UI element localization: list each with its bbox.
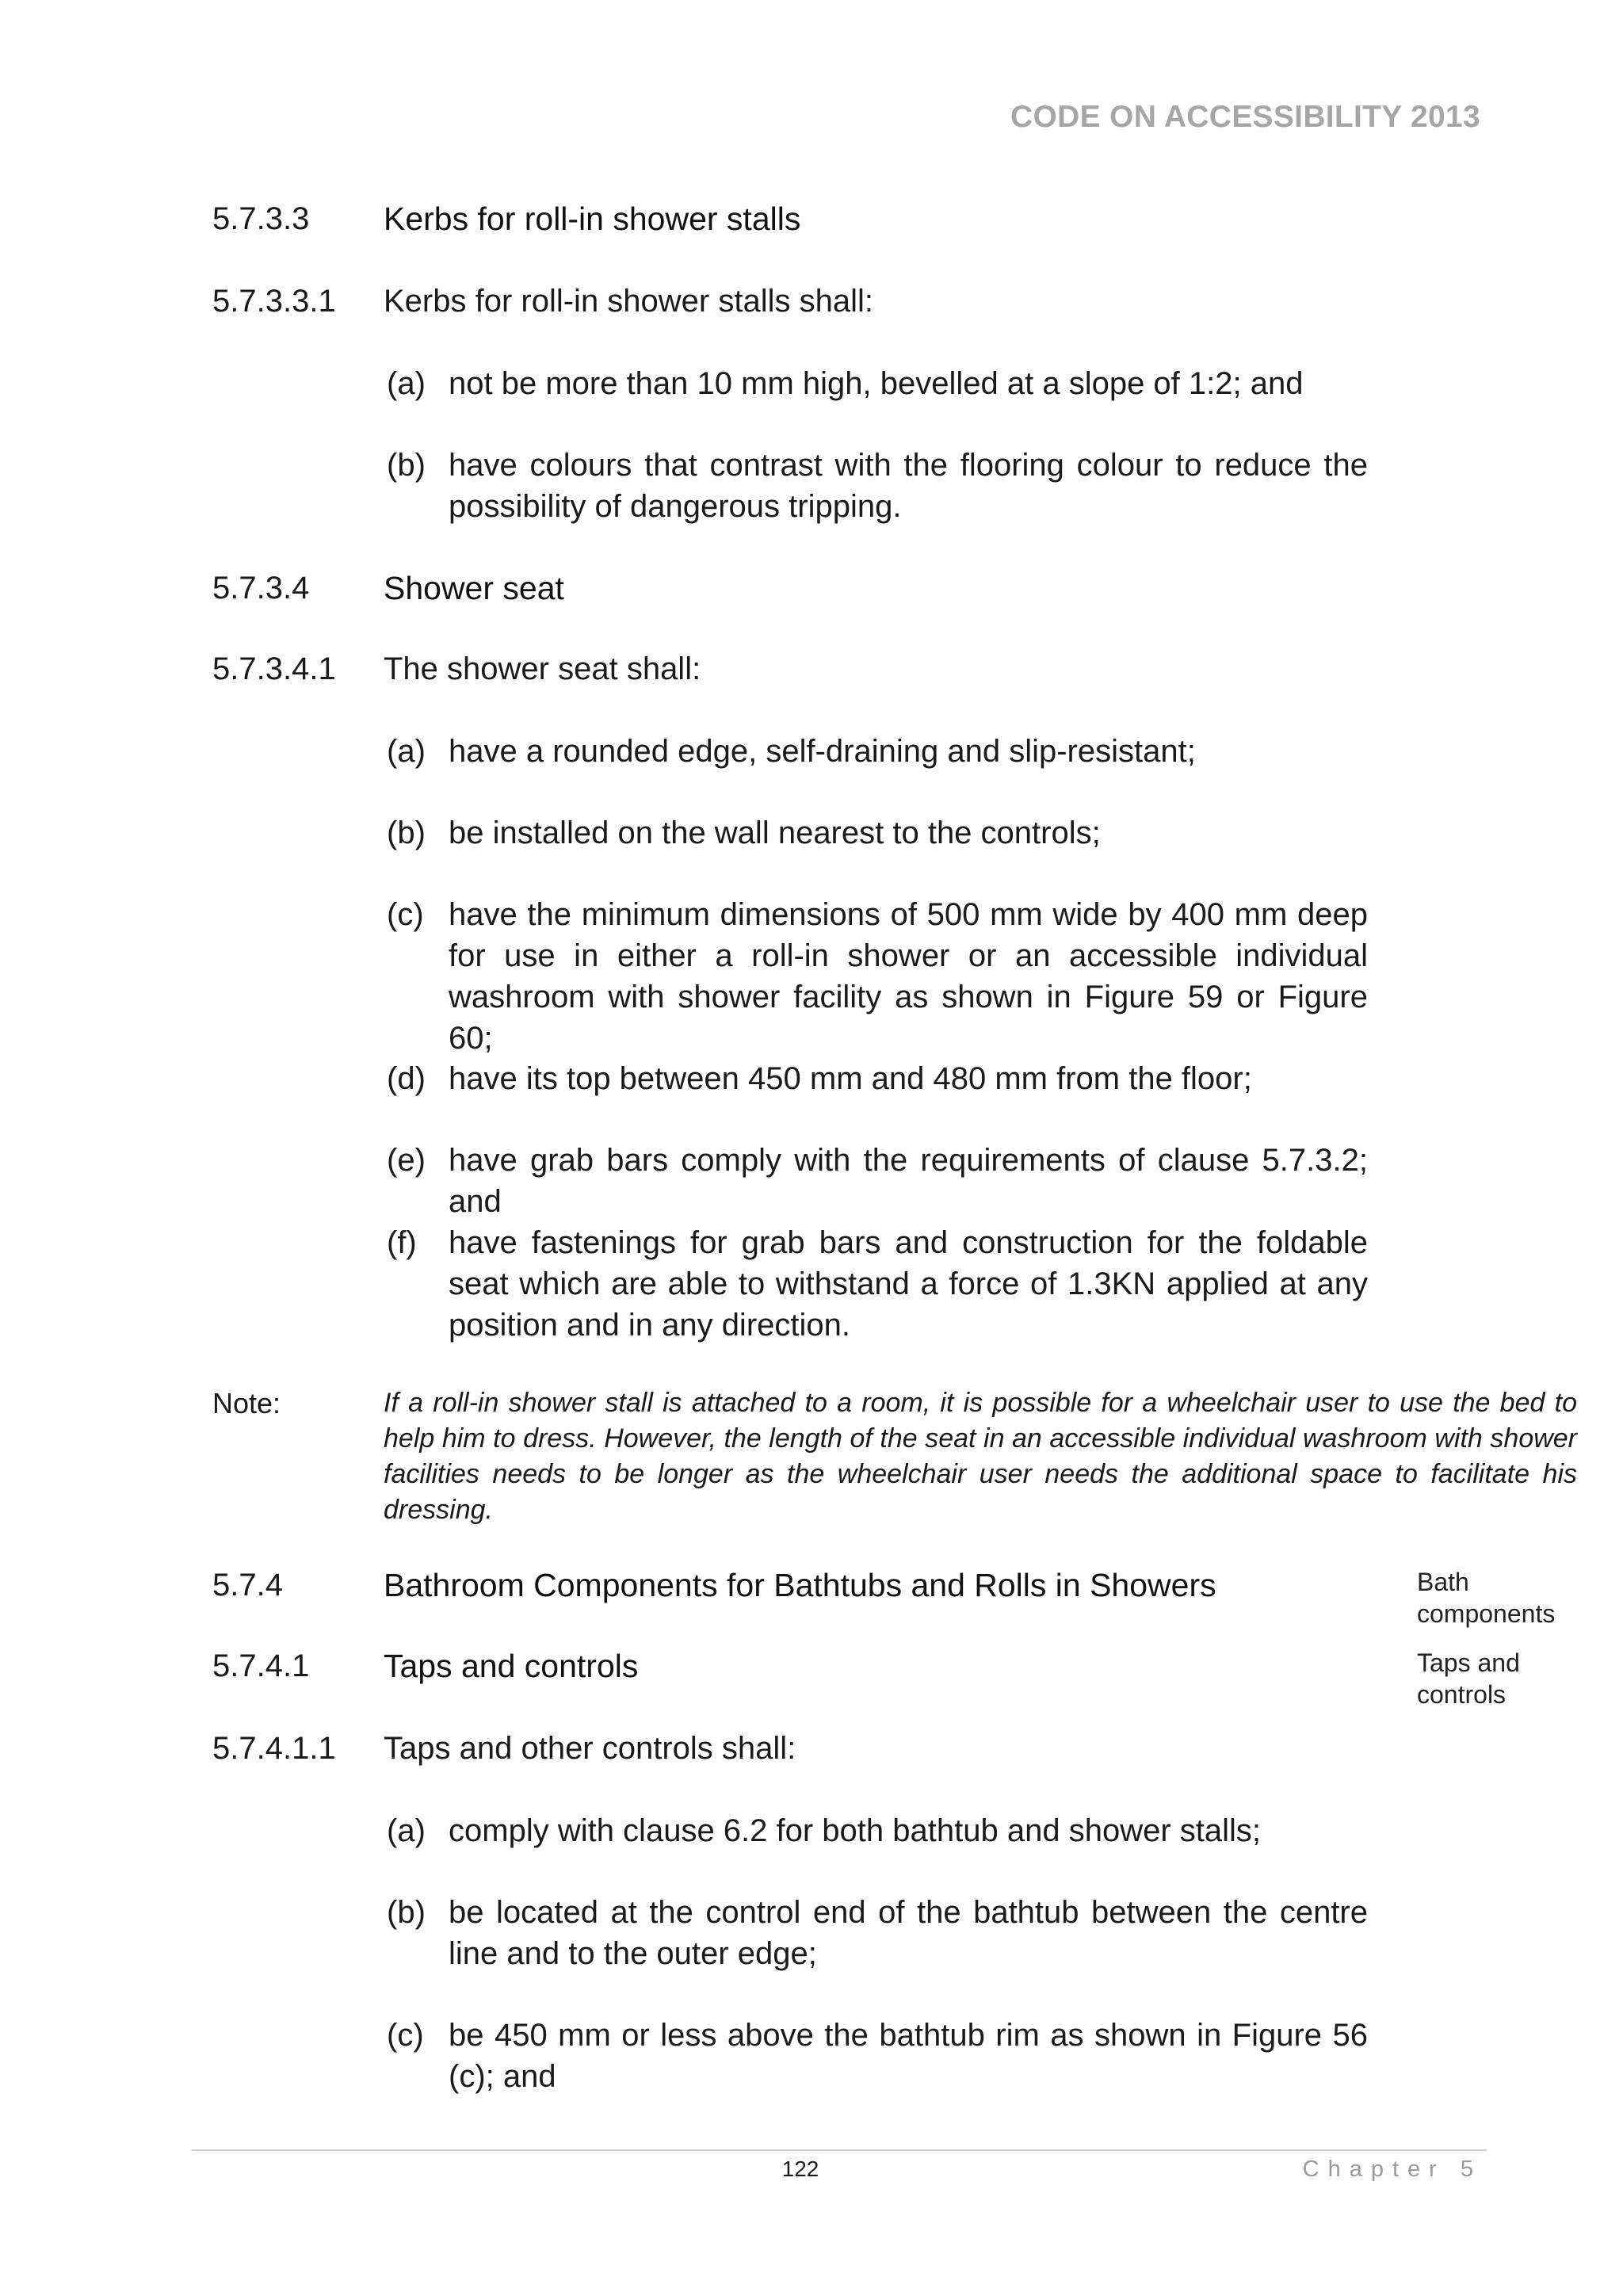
list-item-text: have fastenings for grab bars and construction for the foldable seat which are able to withstand a force of 1.3KN applied at any position and in any direction. [449, 1225, 1368, 1343]
list-item-text: be located at the control end of the bathtub between the centre line and to the outer edge; [449, 1895, 1368, 1971]
document-header-title: CODE ON ACCESSIBILITY 2013 [1010, 100, 1480, 134]
list-item-label: (e) [387, 1143, 426, 1178]
list-item-label: (b) [387, 816, 426, 850]
page-number: 122 [781, 2157, 819, 2181]
note-label: Note: [212, 1387, 281, 1419]
list-item-text: have a rounded edge, self-draining and slip-resistant; [449, 734, 1196, 769]
list-item-label: (c) [387, 897, 424, 932]
section-heading: Shower seat [384, 570, 564, 606]
section-number: 5.7.4 [212, 1568, 283, 1603]
clause-intro: Taps and other controls shall: [384, 1731, 796, 1766]
list-item-label: (a) [387, 366, 426, 401]
margin-note-bath-components: Bath components [1417, 1568, 1556, 1628]
section-heading: Bathroom Components for Bathtubs and Rolls in Showers [384, 1567, 1216, 1603]
clause-number: 5.7.4.1.1 [212, 1731, 336, 1766]
clause-intro: The shower seat shall: [384, 651, 701, 686]
list-item-text: have colours that contrast with the flooring colour to reduce the possibility of dangerous tripping. [449, 448, 1368, 524]
section-number: 5.7.4.1 [212, 1648, 310, 1683]
list-item-label: (d) [387, 1061, 426, 1096]
clause-number: 5.7.3.4.1 [212, 651, 336, 686]
list-item-text: have the minimum dimensions of 500 mm wide by 400 mm deep for use in either a roll-in shower or an accessible individual washroom with shower facility as shown in Figure 59 or Figure 60; [449, 897, 1368, 1056]
list-item-label: (a) [387, 1813, 426, 1848]
list-item-label: (c) [387, 2018, 424, 2053]
section-number: 5.7.3.3 [212, 201, 310, 236]
margin-note-taps-controls: Taps and controls [1417, 1648, 1520, 1709]
list-item-text: not be more than 10 mm high, bevelled at a slope of 1:2; and [449, 366, 1304, 401]
section-number: 5.7.3.4 [212, 571, 310, 606]
list-item-label: (f) [387, 1225, 417, 1260]
section-heading: Kerbs for roll-in shower stalls [384, 201, 801, 237]
list-item-text: have its top between 450 mm and 480 mm from the floor; [449, 1061, 1252, 1096]
list-item-text: be 450 mm or less above the bathtub rim as shown in Figure 56 (c); and [449, 2018, 1368, 2094]
clause-number: 5.7.3.3.1 [212, 284, 336, 319]
list-item-text: comply with clause 6.2 for both bathtub and shower stalls; [449, 1813, 1261, 1848]
section-heading: Taps and controls [384, 1648, 639, 1684]
clause-intro: Kerbs for roll-in shower stalls shall: [384, 284, 873, 319]
list-item-label: (b) [387, 448, 426, 483]
list-item-label: (a) [387, 734, 426, 769]
list-item-text: have grab bars comply with the requirements of clause 5.7.3.2; and [449, 1143, 1368, 1219]
note-text: If a roll-in shower stall is attached to a room, it is possible for a wheelchair user to use the bed to help him to dress. However, the length of the seat in an accessible individual washroom with shower facilities needs to be longer as the wheelchair user needs the additional space to facilitate his dressing. [384, 1388, 1577, 1525]
list-item-text: be installed on the wall nearest to the controls; [449, 816, 1101, 850]
list-item-label: (b) [387, 1895, 426, 1930]
chapter-label: Chapter 5 [1302, 2157, 1482, 2182]
